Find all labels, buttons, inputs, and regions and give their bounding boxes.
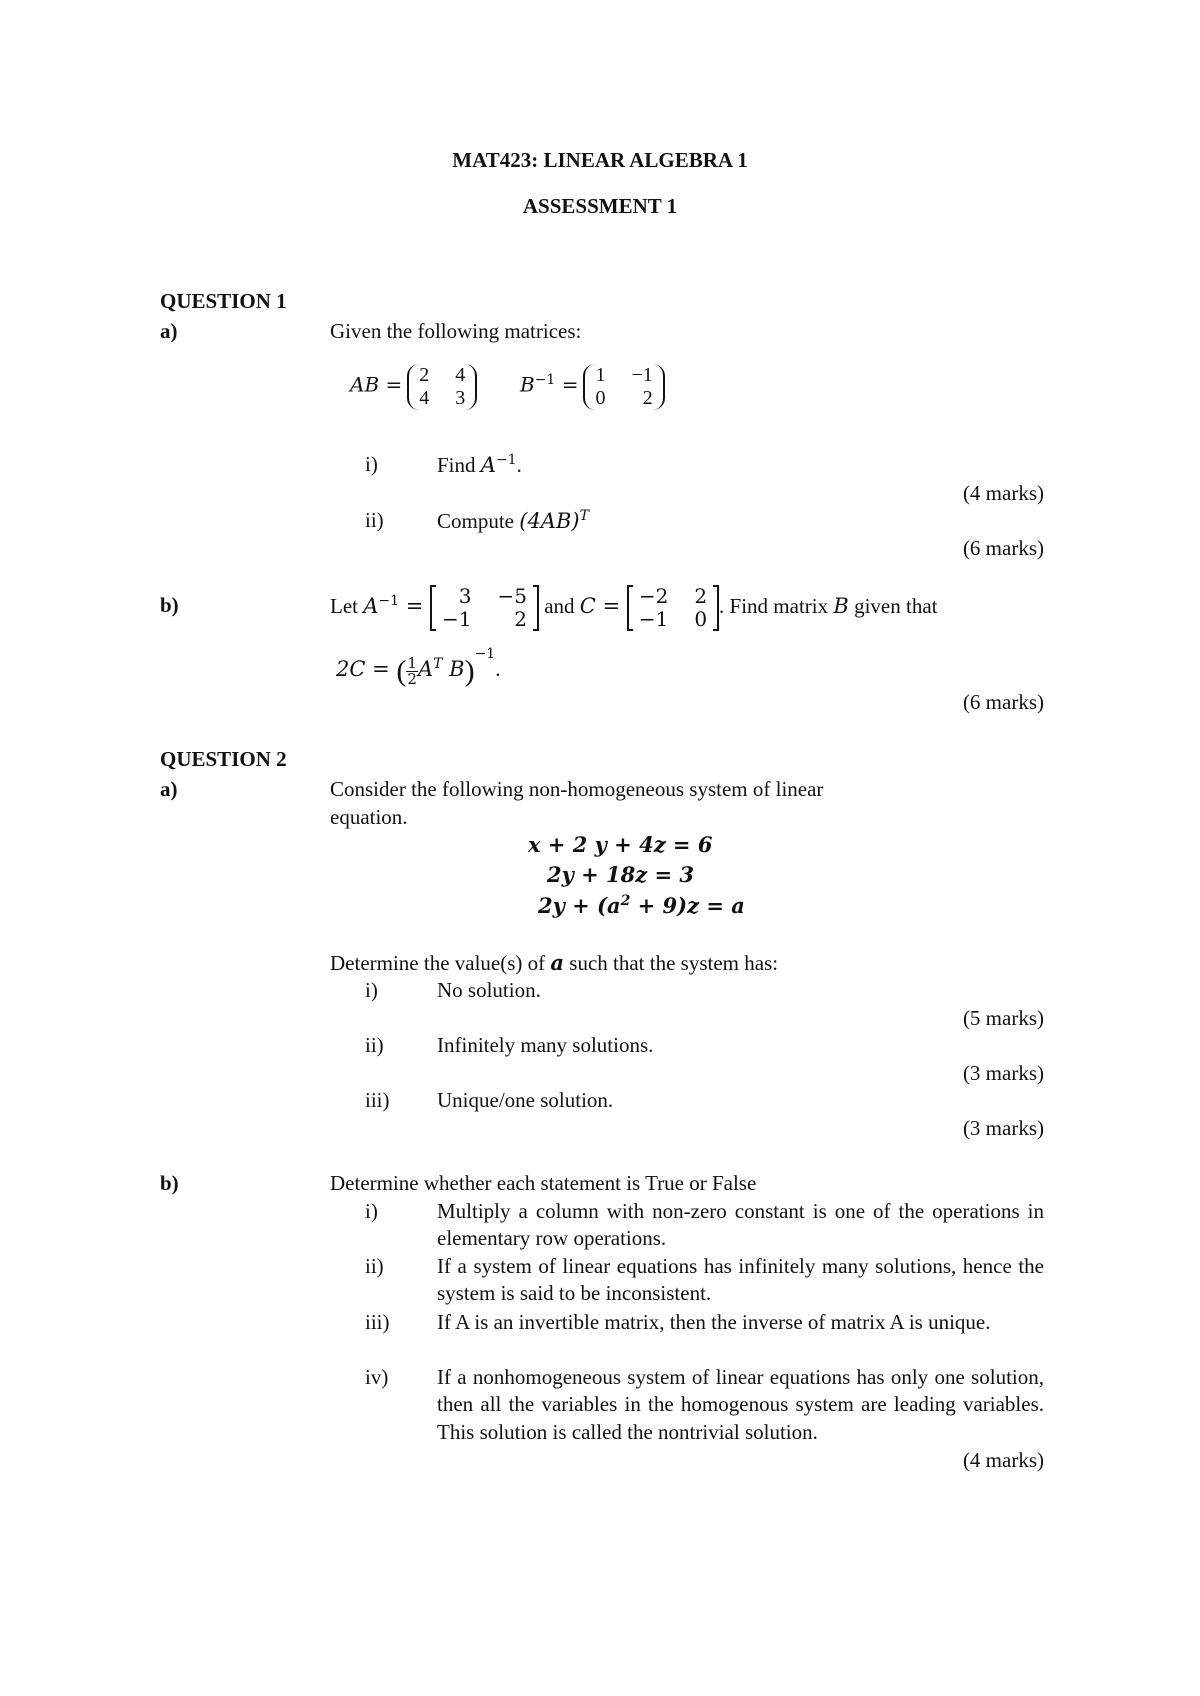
q2a-item-1-number: i) (365, 978, 378, 1002)
q1a-item-1-number: i) (365, 452, 378, 476)
q2a-determine (330, 949, 778, 977)
q1b-find-text: . Find matrix (719, 593, 829, 618)
q2b-item-1-text: Multiply a column with non-zero constant is one of the operations in elementary row operations. (437, 1199, 1044, 1251)
q2b-item-1-number: i) (365, 1199, 378, 1223)
q1a-item-2-text (437, 507, 589, 535)
q1b-eq-inner-var: B (449, 657, 465, 681)
q2a-item-2-marks: (3 marks) (962, 1061, 1044, 1085)
equation-3-exponent: 2 (620, 893, 631, 909)
matrix-ab-name: AB (350, 372, 380, 397)
q2b-item-2-number: ii) (365, 1254, 384, 1278)
fraction-numerator: 1 (407, 653, 417, 672)
matrix-ab-equation: AB = 2 4 4 3 (350, 364, 477, 410)
q2b-item-4-number: iv) (365, 1365, 389, 1389)
q2a-item-3-number: iii) (365, 1088, 390, 1112)
matrix-ainv-cell: 3 (458, 584, 472, 608)
q1a-item-1-exponent: −1 (495, 452, 517, 468)
q1-part-a-label: a) (160, 319, 178, 343)
matrix-binv-exponent: −1 (534, 371, 556, 388)
matrix-binv-equation: $B^{-1}$ = 1 −1 0 2 (520, 364, 665, 410)
equation-3 (538, 892, 745, 919)
q1a-item-1-marks: (4 marks) (962, 481, 1044, 505)
q1b-eq-lhs: 2C (336, 657, 366, 681)
q2b-item-3-text: If A is an invertible matrix, then the inverse of matrix A is unique. (437, 1310, 991, 1334)
q1a-item-1-label: Find (437, 453, 476, 477)
q1a-item-2-number: ii) (365, 508, 384, 532)
q1a-item-2-marks: (6 marks) (962, 536, 1044, 560)
q2a-item-1-marks: (5 marks) (962, 1006, 1044, 1030)
matrix-c-cell: −1 (638, 607, 669, 631)
q2a-intro-line-1: Consider the following non-homogeneous system of linear (330, 777, 824, 801)
q2a-item-3-text: Unique/one solution. (437, 1088, 614, 1112)
matrix-ainv-cell: −5 (497, 584, 527, 608)
q1b-ainv-name: A (363, 593, 379, 618)
matrix-ab-cell: 4 (419, 387, 430, 409)
q2a-determine-pre: Determine the value(s) of (330, 951, 546, 975)
matrix-binv-name: B (520, 372, 535, 397)
matrix-c-cell: −2 (638, 584, 669, 608)
q2b-intro: Determine whether each statement is True or False (330, 1171, 757, 1195)
q1b-marks: (6 marks) (962, 690, 1044, 714)
q2b-marks: (4 marks) (962, 1448, 1044, 1472)
q1a-item-1-math: A (480, 453, 496, 477)
equation-3-var: a (606, 893, 621, 918)
q1a-item-2-exponent: T (579, 508, 589, 524)
equation-3-rhs: a (731, 893, 745, 918)
q2a-item-3-marks: (3 marks) (962, 1116, 1044, 1140)
matrix-c-cell: 2 (694, 584, 708, 608)
matrix-c-cell: 0 (694, 607, 708, 631)
equation-3-mid: + 9)z = (630, 893, 732, 918)
q2a-intro-line-2: equation. (330, 805, 408, 829)
matrix-a-inverse (430, 585, 539, 631)
q2-part-a-label: a) (160, 777, 178, 801)
q2b-item-4-text: If a nonhomogeneous system of linear equations has only one solution, then all the variables in the homogenous system are leading variables. This solution is called the nontrivial solution. (437, 1365, 1044, 1444)
q1b-let: Let (330, 593, 358, 618)
q2-part-b-label: b) (160, 1171, 179, 1195)
matrix-binv-cell: 1 (595, 364, 606, 386)
q1b-ainv-exponent: −1 (378, 592, 400, 609)
fraction-denominator: 2 (407, 669, 417, 688)
q2a-item-2-number: ii) (365, 1033, 384, 1057)
q1b-find-var: B (833, 593, 849, 618)
matrix-ab-cell: 4 (455, 364, 466, 386)
matrix-ainv-cell: −1 (442, 607, 472, 631)
q1-part-b-label: b) (160, 593, 179, 617)
q2b-item-2-text: If a system of linear equations has infinitely many solutions, hence the system is said to be inconsistent. (437, 1254, 1044, 1306)
matrix-binv-cell: 0 (595, 387, 606, 409)
q2a-item-2-text: Infinitely many solutions. (437, 1033, 654, 1057)
q2a-determine-post: such that the system has: (569, 951, 779, 975)
q1b-equation: 2C = ( $\frac{1}{2}$ $A^T$ B)$^{-1}$. (336, 646, 501, 688)
q1a-item-2-label: Compute (437, 509, 514, 533)
q1b-statement: Let $A^{-1}$ = 3 −5 −1 2 and C = −2 2 −1 0 . Find matrix B given that (330, 584, 938, 631)
q1b-eq-inner: A (417, 657, 434, 681)
matrix-ainv-cell: 2 (514, 607, 527, 631)
equation-2: 2y + 18z = 3 (547, 862, 695, 887)
q1b-eq-inner-exponent: T (433, 656, 443, 672)
matrix-binv (583, 364, 664, 410)
assessment-title: ASSESSMENT 1 (522, 194, 678, 218)
matrix-ab-cell: 3 (455, 387, 466, 409)
matrix-binv-cell: −1 (631, 364, 653, 386)
equation-1: x + 2 y + 4z = 6 (528, 832, 713, 857)
matrix-c (627, 585, 719, 631)
q1b-eq-outer-exponent: −1 (474, 646, 496, 662)
q1b-and: and (544, 593, 575, 618)
q1b-given: given that (854, 593, 938, 618)
course-title: MAT423: LINEAR ALGEBRA 1 (452, 148, 748, 172)
equation-3-pre: 2y + ( (538, 893, 607, 918)
matrix-binv-cell: 2 (642, 387, 653, 409)
q1a-intro: Given the following matrices: (330, 319, 582, 343)
matrix-ab (407, 364, 477, 410)
q1a-item-1-text (437, 451, 522, 479)
q1b-c-name: C (579, 593, 596, 618)
question-2-title: QUESTION 2 (160, 747, 287, 771)
q2b-item-3-number: iii) (365, 1310, 390, 1334)
q1b-eq-fraction (406, 653, 418, 688)
q2a-determine-var: a (550, 950, 565, 975)
q1a-item-2-math: (4AB) (519, 509, 580, 533)
q2a-item-1-text: No solution. (437, 978, 541, 1002)
matrix-ab-cell: 2 (419, 364, 430, 386)
q1a-item-1-tail: . (516, 453, 522, 477)
question-1-title: QUESTION 1 (160, 289, 287, 313)
